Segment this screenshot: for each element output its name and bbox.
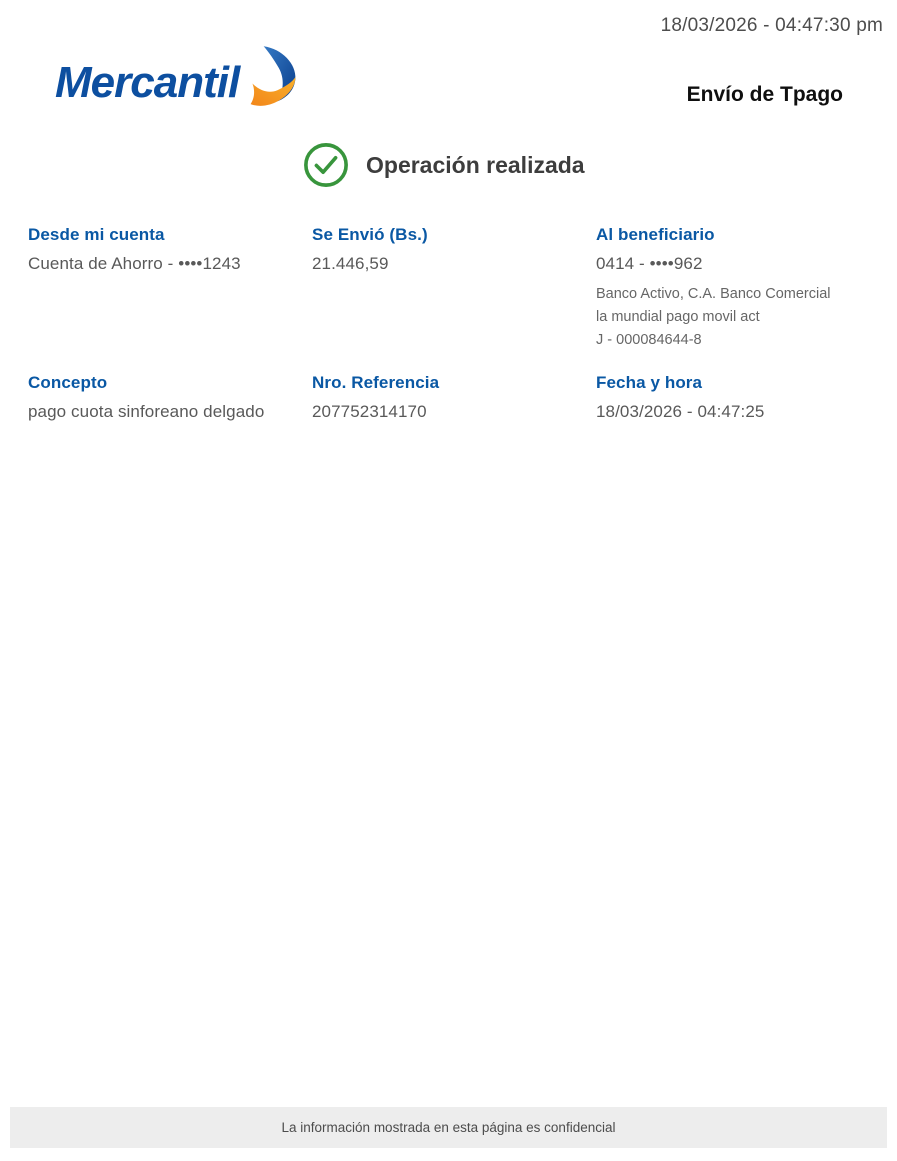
beneficiary-name: la mundial pago movil act	[596, 309, 760, 325]
field-value: pago cuota sinforeano delgado	[28, 402, 265, 421]
field-label: Se Envió (Bs.)	[312, 225, 428, 244]
header-timestamp: 18/03/2026 - 04:47:30 pm	[660, 15, 883, 36]
field-concepto	[28, 373, 308, 422]
field-desde-mi-cuenta	[28, 225, 308, 274]
field-value: 207752314170	[312, 402, 427, 421]
beneficiary-details	[596, 283, 876, 352]
field-label: Nro. Referencia	[312, 373, 440, 392]
mercantil-logo	[55, 50, 301, 115]
field-value: 21.446,59	[312, 254, 389, 273]
confidential-footer-bar	[10, 1107, 887, 1148]
beneficiary-bank: Banco Activo, C.A. Banco Comercial	[596, 286, 831, 302]
field-label: Concepto	[28, 373, 108, 392]
mercantil-swoosh-icon	[245, 44, 301, 115]
operation-status	[303, 142, 585, 188]
field-label: Desde mi cuenta	[28, 225, 165, 244]
field-value: 0414 - ••••962	[596, 254, 703, 273]
status-message: Operación realizada	[366, 151, 585, 178]
confidential-note: La información mostrada en esta página es confidencial	[281, 1120, 616, 1135]
field-label: Al beneficiario	[596, 225, 715, 244]
page-title: Envío de Tpago	[686, 83, 843, 106]
beneficiary-id: J - 000084644-8	[596, 332, 702, 348]
field-value: 18/03/2026 - 04:47:25	[596, 402, 765, 421]
field-fecha-y-hora	[596, 373, 876, 422]
field-al-beneficiario	[596, 225, 876, 352]
field-value: Cuenta de Ahorro - ••••1243	[28, 254, 241, 273]
field-se-envio	[312, 225, 592, 274]
field-label: Fecha y hora	[596, 373, 703, 392]
field-nro-referencia	[312, 373, 592, 422]
mercantil-logo-text: Mercantil	[55, 57, 240, 107]
check-circle-icon	[303, 142, 349, 188]
